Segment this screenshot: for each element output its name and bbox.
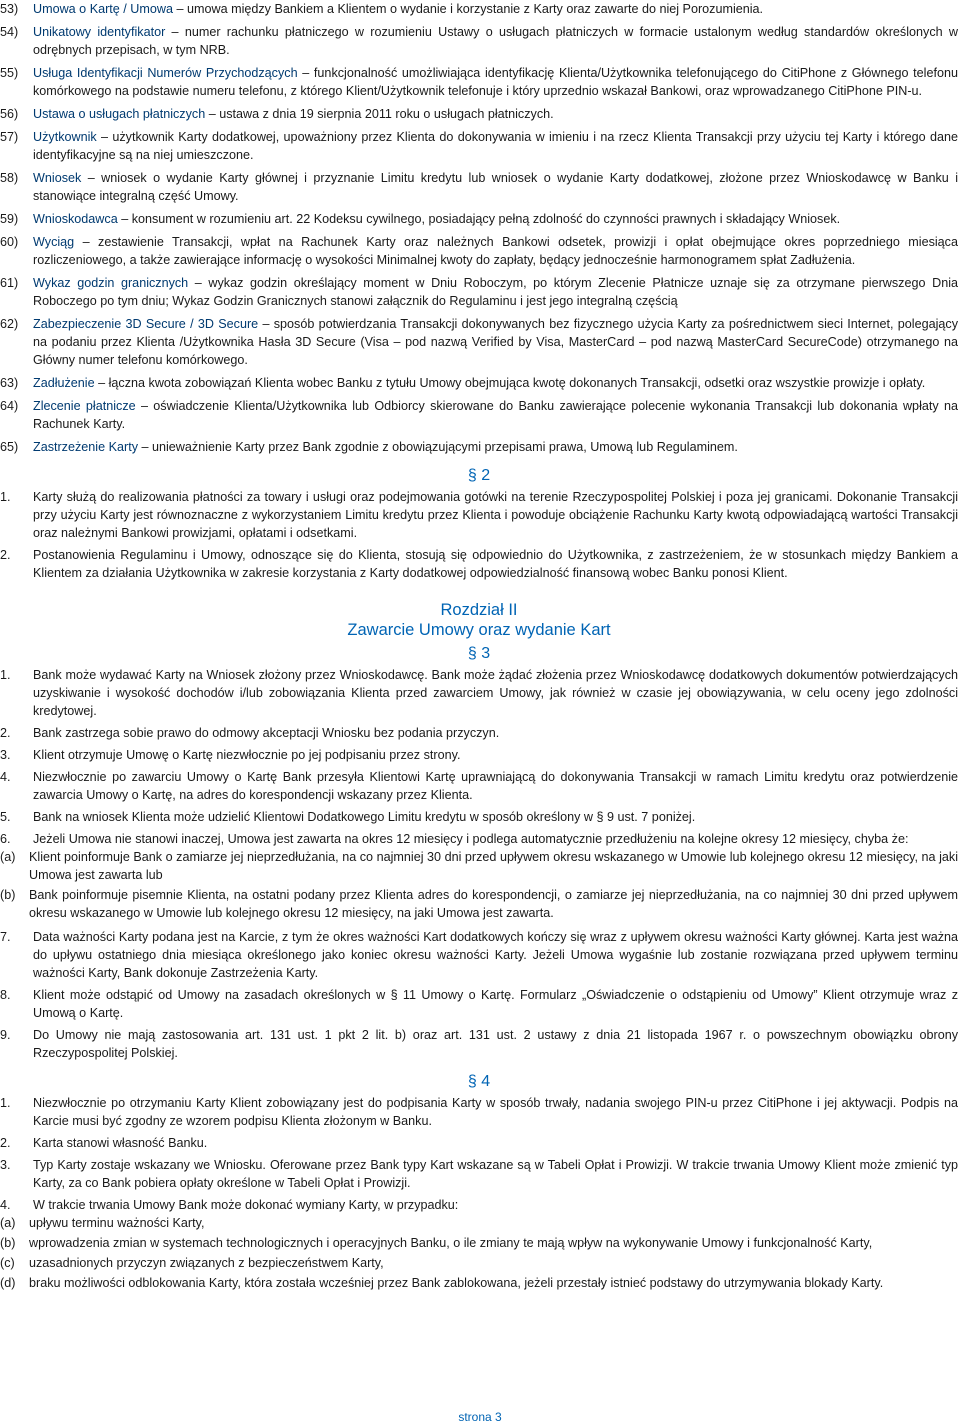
item-text: Karty służą do realizowania płatności za towary i usługi oraz podejmowania gotówki na terenie Rzeczypospolitej Polskiej i poza jej granicami. Dokonanie Transakcji przy użyciu Karty jest równoznaczne z wykorzystaniem Limitu kredytu przez Klienta i powoduje obciążenie Rachunku Karty kwotą odpowiadającą wartości Transakcji oraz należnymi Bankowi prowizjami, opłatami i odsetkami. bbox=[33, 490, 958, 540]
definition-number: 54) bbox=[0, 25, 19, 39]
definition-term: Wnioskodawca bbox=[33, 212, 118, 226]
definition-text: – umowa między Bankiem a Klientem o wydanie i korzystanie z Karty oraz zawarte do niej Porozumienia. bbox=[172, 2, 764, 16]
definition-item bbox=[0, 315, 958, 369]
page-number: strona 3 bbox=[458, 1410, 502, 1424]
definition-text: – sposób potwierdzania Transakcji dokonywanych bez fizycznego użycia Karty za pośrednictwem sieci Internet, polegający na podaniu przez Klienta /Użytkownika Hasła 3D Secure (Visa – pod nazwą Verified by Visa, MasterCard – pod nazwą MasterCard SecureCode) otrzymanego na Główny numer telefonu komórkowego. bbox=[33, 317, 958, 367]
definition-item bbox=[0, 438, 958, 456]
definition-term: Usługa Identyfikacji Numerów Przychodzących bbox=[33, 66, 298, 80]
definition-text: – oświadczenie Klienta/Użytkownika lub Odbiorcy skierowane do Banku zawierające polecenie wykonania Transakcji lub dokonania wpłaty na Rachunek Karty. bbox=[33, 399, 958, 431]
sub-item-text: Klient poinformuje Bank o zamiarze jej nieprzedłużania, na co najmniej 30 dni przed upływem okresu wskazanego w Umowie lub kolejnego okresu 12 miesięcy, na jaki Umowa jest zawarta lub bbox=[29, 850, 958, 882]
sub-item-text: braku możliwości odblokowania Karty, która została wcześniej przez Bank zablokowana, jeżeli przestały istnieć podstawy do utrzymywania blokady Karty. bbox=[29, 1276, 884, 1290]
definition-number: 55) bbox=[0, 66, 19, 80]
item-number: 4. bbox=[0, 770, 11, 784]
list-item bbox=[0, 1134, 958, 1152]
sub-item-text: wprowadzenia zmian w systemach technologicznych i operacyjnych Banku, o ile zmiany te mają wpływ na wykonywanie Umowy i funkcjonalność Karty, bbox=[29, 1236, 873, 1250]
list-item bbox=[0, 666, 958, 720]
definition-text: – zestawienie Transakcji, wpłat na Rachunek Karty oraz należnych Bankowi odsetek, prowizji i opłat obejmujące okres poprzedniego miesiąca rozliczeniowego, a także zawierające informację o wysokości Minimalnej kwoty do zapłaty, będący jednocześnie harmonogramem spłat Zadłużenia. bbox=[33, 235, 958, 267]
section-heading: § 4 bbox=[467, 1073, 491, 1090]
item-text: Bank zastrzega sobie prawo do odmowy akceptacji Wniosku bez podania przyczyn. bbox=[33, 726, 500, 740]
item-number: 2. bbox=[0, 548, 11, 562]
definition-text: – wykaz godzin określający moment w Dniu Roboczym, po którym Zlecenie Płatnicze uznaje się za otrzymane pierwszego Dnia Roboczego po tym dniu; Wykaz Godzin Granicznych stanowi załącznik do Regulaminu i jest jego integralną częścią bbox=[33, 276, 958, 308]
item-text: Postanowienia Regulaminu i Umowy, odnoszące się do Klienta, stosują się odpowiednio do Użytkownika, z zastrzeżeniem, że w stosunkach między Bankiem a Klientem za działania Użytkownika w zakresie korzystania z Karty dodatkowej odpowiedzialność finansową wobec Banku ponosi Klient. bbox=[33, 548, 958, 580]
list-item bbox=[0, 830, 958, 924]
item-number: 2. bbox=[0, 1136, 11, 1150]
sub-item-text: Bank poinformuje pisemnie Klienta, na ostatni podany przez Klienta adres do korespondencji, o zamiarze jej nieprzedłużania, na co najmniej 30 dni przed upływem okresu wskazanego w Umowie lub kolejnego okresu 12 miesięcy, na jaki Umowa jest zawarta. bbox=[29, 888, 958, 920]
definition-number: 53) bbox=[0, 2, 19, 16]
definition-item bbox=[0, 274, 958, 310]
definition-number: 64) bbox=[0, 399, 19, 413]
item-text: Jeżeli Umowa nie stanowi inaczej, Umowa jest zawarta na okres 12 miesięcy i podlega automatycznie przedłużeniu na kolejne okresy 12 miesięcy, chyba że: bbox=[33, 832, 909, 846]
list-item bbox=[0, 546, 958, 582]
item-number: 3. bbox=[0, 1158, 11, 1172]
definition-term: Wyciąg bbox=[33, 235, 75, 249]
sub-item-letter: (d) bbox=[0, 1276, 16, 1290]
list-item bbox=[0, 986, 958, 1022]
item-text: W trakcie trwania Umowy Bank może dokonać wymiany Karty, w przypadku: bbox=[33, 1198, 459, 1212]
item-text: Bank może wydawać Karty na Wniosek złożony przez Wnioskodawcę. Bank może żądać złożenia przez Wnioskodawcę dodatkowych dokumentów potwierdzających uzyskiwanie i wysokość dochodów i/lub zobowiązania Klienta przed zawarciem Umowy, jak również w czasie jej obowiązywania, w celu oceny jego zdolności kredytowej. bbox=[33, 668, 958, 718]
list-item bbox=[0, 1196, 958, 1294]
definition-term: Zastrzeżenie Karty bbox=[33, 440, 138, 454]
section-2-list bbox=[0, 488, 958, 582]
list-item bbox=[0, 808, 958, 826]
definition-item bbox=[0, 397, 958, 433]
definition-number: 62) bbox=[0, 317, 19, 331]
sub-item-letter: (a) bbox=[0, 1216, 16, 1230]
item-number: 9. bbox=[0, 1028, 11, 1042]
sub-item bbox=[0, 886, 958, 922]
definition-term: Zabezpieczenie 3D Secure / 3D Secure bbox=[33, 317, 259, 331]
definition-text: – konsument w rozumieniu art. 22 Kodeksu cywilnego, posiadający pełną zdolność do czynności prawnych i składający Wniosek. bbox=[117, 212, 841, 226]
sub-item-letter: (c) bbox=[0, 1256, 15, 1270]
sub-item bbox=[0, 1254, 958, 1272]
item-text: Niezwłocznie po zawarciu Umowy o Kartę Bank przesyła Klientowi Kartę uprawniającą do dokonywania Transakcji w ramach Limitu kredytu oraz potwierdzenie zawarcia Umowy o Kartę, na adres do korespondencji wskazany przez Klienta. bbox=[33, 770, 958, 802]
list-item bbox=[0, 724, 958, 742]
sub-item-letter: (b) bbox=[0, 888, 16, 902]
section-heading: § 2 bbox=[467, 467, 491, 484]
item-number: 3. bbox=[0, 748, 11, 762]
chapter-title: Zawarcie Umowy oraz wydanie Kart bbox=[347, 621, 611, 639]
definition-term: Wniosek bbox=[33, 171, 82, 185]
sub-item-letter: (b) bbox=[0, 1236, 16, 1250]
item-text: Typ Karty zostaje wskazany we Wniosku. Oferowane przez Bank typy Kart wskazane są w Tabeli Opłat i Prowizji. W trakcie trwania Umowy Klient może zmienić typ Karty, za co Bank pobiera opłaty określone w Tabeli Opłat i Prowizji. bbox=[33, 1158, 958, 1190]
item-text: Klient otrzymuje Umowę o Kartę niezwłocznie po jej podpisaniu przez strony. bbox=[33, 748, 461, 762]
item-number: 1. bbox=[0, 668, 11, 682]
definition-term: Wykaz godzin granicznych bbox=[33, 276, 189, 290]
definition-item bbox=[0, 23, 958, 59]
list-item bbox=[0, 488, 958, 542]
definition-number: 57) bbox=[0, 130, 19, 144]
item-text: Data ważności Karty podana jest na Karcie, z tym że okres ważności Kart dodatkowych kończy się wraz z upływem okresu ważności Karty głównej. Karta jest ważna do upływu ostatniego dnia miesiąca określonego jako koniec okresu ważności Karty. Jeżeli Umowa wygaśnie lub zostanie rozwiązana przed upływem terminu ważności Karty, Bank dokonuje Zastrzeżenia Karty. bbox=[33, 930, 958, 980]
sub-item bbox=[0, 1274, 958, 1292]
sub-item bbox=[0, 1214, 958, 1232]
list-item bbox=[0, 1026, 958, 1062]
item-text: Klient może odstąpić od Umowy na zasadach określonych w § 11 Umowy o Kartę. Formularz „Oświadczenie o odstąpieniu od Umowy” Klient otrzymuje wraz z Umową o Kartę. bbox=[33, 988, 958, 1020]
definition-item bbox=[0, 128, 958, 164]
definition-item bbox=[0, 233, 958, 269]
definition-text: – unieważnienie Karty przez Bank zgodnie z obowiązującymi przepisami prawa, Umową lub Regulaminem. bbox=[138, 440, 738, 454]
sub-item bbox=[0, 1234, 958, 1252]
definition-item bbox=[0, 64, 958, 100]
chapter-number: Rozdział II bbox=[440, 601, 518, 619]
item-text: Bank na wniosek Klienta może udzielić Klientowi Dodatkowego Limitu kredytu w sposób określony w § 9 ust. 7 poniżej. bbox=[33, 810, 696, 824]
definition-term: Umowa o Kartę / Umowa bbox=[33, 2, 173, 16]
list-item bbox=[0, 768, 958, 804]
definition-text: – użytkownik Karty dodatkowej, upoważniony przez Klienta do dokonywania w imieniu i na rzecz Klienta Transakcji przy użyciu tej Karty i którego dane identyfikacyjne są na niej umieszczone. bbox=[33, 130, 958, 162]
item-body bbox=[0, 830, 958, 924]
list-item bbox=[0, 928, 958, 982]
item-number: 6. bbox=[0, 832, 11, 846]
list-item bbox=[0, 1094, 958, 1130]
section-3-list bbox=[0, 666, 958, 1062]
definition-text: – łączna kwota zobowiązań Klienta wobec Banku z tytułu Umowy obejmująca kwotę dokonanych Transakcji, odsetki oraz wszystkie prowizje i opłaty. bbox=[94, 376, 926, 390]
definition-term: Zlecenie płatnicze bbox=[33, 399, 136, 413]
item-number: 7. bbox=[0, 930, 11, 944]
list-item bbox=[0, 746, 958, 764]
definition-item bbox=[0, 374, 958, 392]
definition-number: 61) bbox=[0, 276, 19, 290]
item-number: 4. bbox=[0, 1198, 11, 1212]
item-number: 5. bbox=[0, 810, 11, 824]
sub-item-text: uzasadnionych przyczyn związanych z bezpieczeństwem Karty, bbox=[29, 1256, 384, 1270]
definition-text: – ustawa z dnia 19 sierpnia 2011 roku o usługach płatniczych. bbox=[205, 107, 554, 121]
definition-term: Użytkownik bbox=[33, 130, 97, 144]
definition-number: 58) bbox=[0, 171, 19, 185]
sub-item-letter: (a) bbox=[0, 850, 16, 864]
item-text: Niezwłocznie po otrzymaniu Karty Klient zobowiązany jest do podpisania Karty w sposób trwały, nadania swojego PIN-u przez CitiPhone i jej aktywacji. Podpis na Karcie musi być zgodny ze wzorem podpisu Klienta złożonym w Banku. bbox=[33, 1096, 958, 1128]
sub-item-text: upływu terminu ważności Karty, bbox=[29, 1216, 205, 1230]
definition-term: Ustawa o usługach płatniczych bbox=[33, 107, 206, 121]
definition-number: 63) bbox=[0, 376, 19, 390]
item-number: 8. bbox=[0, 988, 11, 1002]
definition-item bbox=[0, 105, 958, 123]
definition-term: Unikatowy identyfikator bbox=[33, 25, 166, 39]
definition-item bbox=[0, 169, 958, 205]
item-number: 2. bbox=[0, 726, 11, 740]
definition-item bbox=[0, 210, 958, 228]
definition-term: Zadłużenie bbox=[33, 376, 95, 390]
definition-number: 59) bbox=[0, 212, 19, 226]
definition-text: – wniosek o wydanie Karty głównej i przyznanie Limitu kredytu lub wniosek o wydanie Karty dodatkowej, złożone przez Wnioskodawcę w Banku i stanowiące integralną część Umowy. bbox=[33, 171, 958, 203]
item-body bbox=[0, 1196, 958, 1294]
definition-text: – numer rachunku płatniczego w rozumieniu Ustawy o usługach płatniczych w formacie ustalonym według standardów określonych w odrębnych przepisach, w tym NRB. bbox=[33, 25, 958, 57]
definition-number: 56) bbox=[0, 107, 19, 121]
list-item bbox=[0, 1156, 958, 1192]
definition-number: 60) bbox=[0, 235, 19, 249]
definition-item bbox=[0, 0, 958, 18]
item-number: 1. bbox=[0, 1096, 11, 1110]
section-4-list bbox=[0, 1094, 958, 1294]
definition-text: – funkcjonalność umożliwiająca identyfikację Klienta/Użytkownika telefonującego do CitiPhone z Głównego telefonu komórkowego na podstawie numeru telefonu, z którego Klient/Użytkownik telefonuje i który uprzednio wskazał Bankowi, oraz wprowadzanego CitiPhone PIN-u. bbox=[33, 66, 958, 98]
item-text: Karta stanowi własność Banku. bbox=[33, 1136, 208, 1150]
item-number: 1. bbox=[0, 490, 11, 504]
sub-item bbox=[0, 848, 958, 884]
item-text: Do Umowy nie mają zastosowania art. 131 ust. 1 pkt 2 lit. b) oraz art. 131 ust. 2 ustawy z dnia 21 listopada 1967 r. o powszechnym obowiązku obrony Rzeczypospolitej Polskiej. bbox=[33, 1028, 958, 1060]
section-heading: § 3 bbox=[467, 645, 491, 662]
definition-number: 65) bbox=[0, 440, 19, 454]
